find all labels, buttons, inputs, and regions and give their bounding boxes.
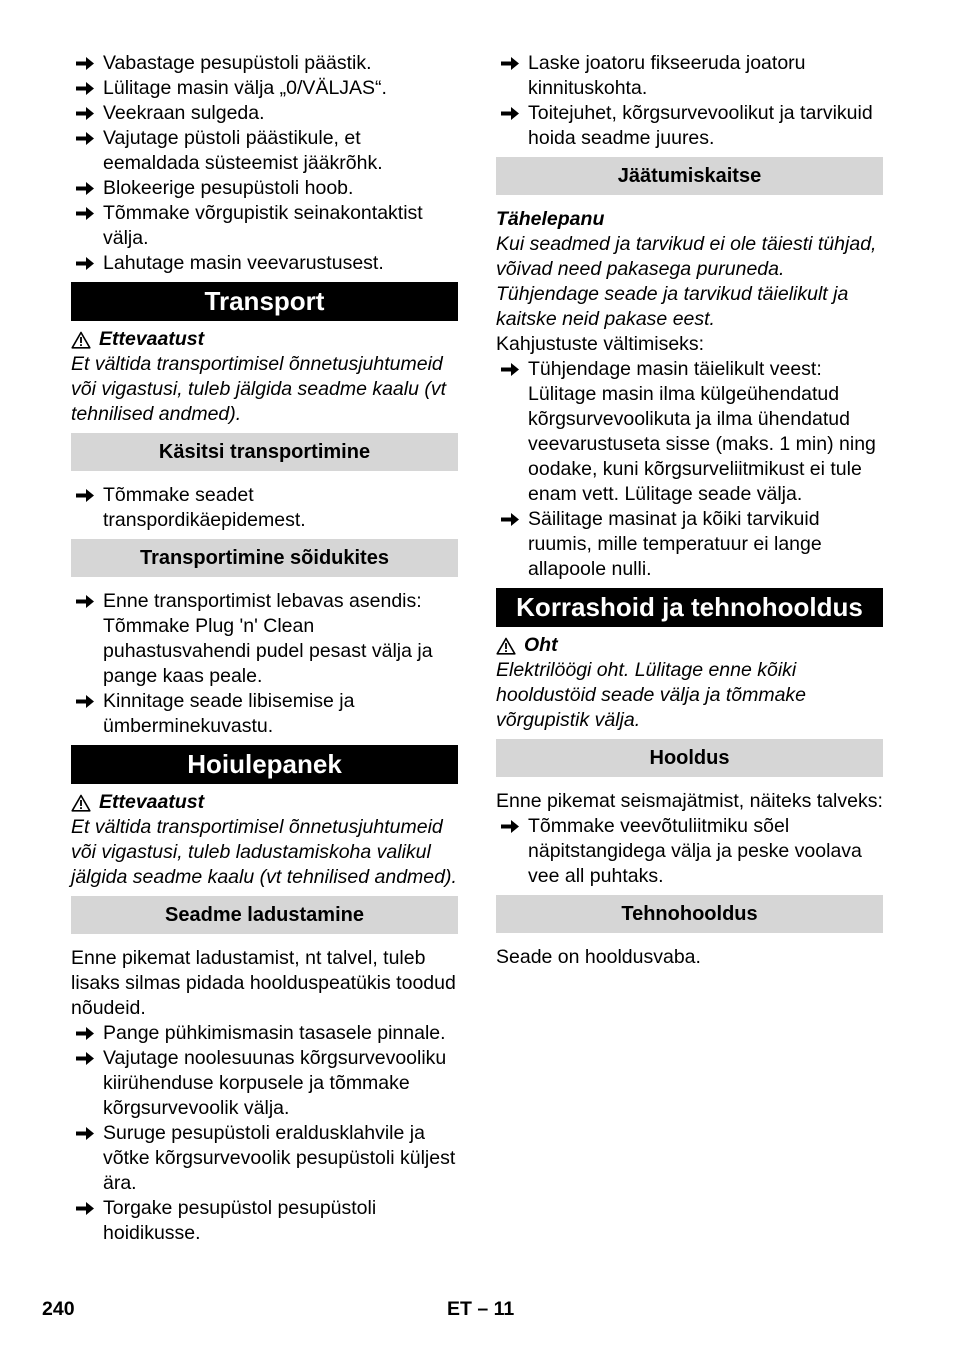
section-heading-maintenance: Korrashoid ja tehnohooldus [496, 588, 883, 627]
list-item: Lahutage masin veevarustusest. [71, 251, 458, 276]
warning-heading: Ettevaatust [71, 790, 458, 815]
subsection-heading-vehicle-transport: Transportimine sõidukites [71, 539, 458, 577]
arrow-right-icon [73, 201, 97, 226]
subsection-heading-service: Tehnohooldus [496, 895, 883, 933]
arrow-right-icon [498, 51, 522, 76]
arrow-right-icon [498, 814, 522, 839]
list-item: Laske joatoru fikseeruda joatoru kinnituskohta. [496, 51, 883, 101]
intro-list [71, 51, 458, 276]
note-heading: Tähelepanu [496, 208, 605, 230]
arrow-right-icon [73, 589, 97, 614]
list-item: Vajutage püstoli päästikule, et eemaldada süsteemist jääkrõhk. [71, 126, 458, 176]
arrow-right-icon [73, 101, 97, 126]
list-item: Tühjendage masin täielikult veest: Lülitage masin ilma külgeühendatud kõrgsurvevoolikuta ja ilma ühendatud veevarustuseta sisse (maks. 1 min) ning oodake, kuni kõrgsurveliitmikust ei tule enam vett. Lülitage seade välja. [496, 357, 883, 507]
language-page-label: ET – 11 [447, 1298, 515, 1320]
list-item: Säilitage masinat ja kõiki tarvikuid ruumis, mille temperatuur ei lange allapoole nulli. [496, 507, 883, 582]
arrow-right-icon [73, 126, 97, 151]
list-item: Tõmmake seadet transpordikäepidemest. [71, 483, 458, 533]
section-heading-storage: Hoiulepanek [71, 745, 458, 784]
left-column [71, 51, 458, 1246]
list-item: Tõmmake veevõtuliitmiku sõel näpitstangidega välja ja peske voolava vee all puhtaks. [496, 814, 883, 889]
warning-text: Et vältida transportimisel õnnetusjuhtumeid või vigastusi, tuleb jälgida seadme kaalu (vt tehnilised andmed). [71, 353, 447, 425]
warning-icon [71, 331, 91, 349]
paragraph: Kahjustuste vältimiseks: [496, 333, 705, 355]
list-item: Pange pühkimismasin tasasele pinnale. [71, 1021, 458, 1046]
subsection-heading-manual-transport: Käsitsi transportimine [71, 433, 458, 471]
section-heading-transport: Transport [71, 282, 458, 321]
arrow-right-icon [73, 689, 97, 714]
paragraph: Enne pikemat ladustamist, nt talvel, tuleb lisaks silmas pidada hoolduspeatükis toodud nõudeid. [71, 947, 456, 1019]
list-item: Tõmmake võrgupistik seinakontaktist välja. [71, 201, 458, 251]
arrow-right-icon [73, 1121, 97, 1146]
arrow-right-icon [73, 1021, 97, 1046]
list-item: Kinnitage seade libisemise ja ümberminekuvastu. [71, 689, 458, 739]
arrow-right-icon [73, 1046, 97, 1071]
arrow-right-icon [73, 251, 97, 276]
warning-icon [496, 637, 516, 655]
subsection-heading-device-storage: Seadme ladustamine [71, 896, 458, 934]
list-item: Enne transportimist lebavas asendis: Tõmmake Plug 'n' Clean puhastusvahendi pudel pesast välja ja pange kaas peale. [71, 589, 458, 689]
subsection-heading-frost-protection: Jäätumiskaitse [496, 157, 883, 195]
warning-icon [71, 794, 91, 812]
paragraph: Enne pikemat seismajätmist, näiteks talveks: [496, 790, 883, 812]
arrow-right-icon [498, 357, 522, 382]
list-item: Suruge pesupüstoli eraldusklahvile ja võtke kõrgsurvevoolik pesupüstoli küljest ära. [71, 1121, 458, 1196]
list-item: Toitejuhet, kõrgsurvevoolikut ja tarvikuid hoida seadme juures. [496, 101, 883, 151]
arrow-right-icon [498, 507, 522, 532]
arrow-right-icon [73, 51, 97, 76]
arrow-right-icon [73, 176, 97, 201]
list-item: Blokeerige pesupüstoli hoob. [71, 176, 458, 201]
arrow-right-icon [73, 1196, 97, 1221]
right-column [496, 51, 883, 970]
arrow-right-icon [498, 101, 522, 126]
warning-heading: Ettevaatust [71, 327, 458, 352]
subsection-heading-care: Hooldus [496, 739, 883, 777]
arrow-right-icon [73, 483, 97, 508]
warning-text: Elektrilöögi oht. Lülitage enne kõiki hooldustöid seade välja ja tõmmake võrgupistik välja. [496, 659, 807, 731]
arrow-right-icon [73, 76, 97, 101]
list-item: Veekraan sulgeda. [71, 101, 458, 126]
list-item: Torgake pesupüstol pesupüstoli hoidikusse. [71, 1196, 458, 1246]
list-item: Vajutage noolesuunas kõrgsurvevooliku kiirühenduse korpusele ja tõmmake kõrgsurvevoolik välja. [71, 1046, 458, 1121]
page-number: 240 [42, 1298, 75, 1320]
list-item: Vabastage pesupüstoli päästik. [71, 51, 458, 76]
paragraph: Seade on hooldusvaba. [496, 946, 701, 968]
warning-text: Et vältida transportimisel õnnetusjuhtumeid või vigastusi, tuleb ladustamiskoha valikul jälgida seadme kaalu (vt tehnilised andmed). [71, 816, 457, 888]
note-text: Kui seadmed ja tarvikud ei ole täiesti tühjad, võivad need pakasega puruneda. Tühjendage seade ja tarvikud täielikult ja kaitske neid pakase eest. [496, 233, 877, 330]
warning-heading: Oht [496, 633, 883, 658]
list-item: Lülitage masin välja „0/VÄLJAS“. [71, 76, 458, 101]
